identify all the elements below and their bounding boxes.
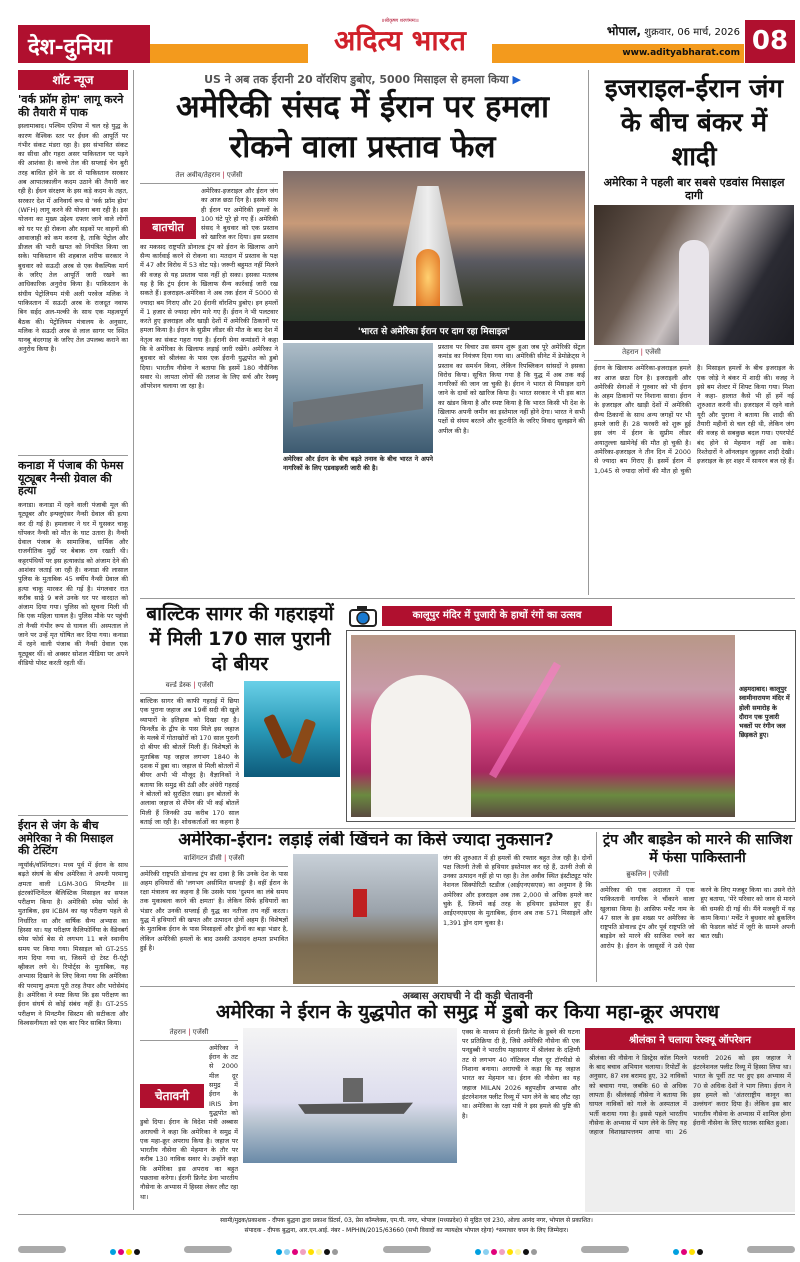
plot-headline[interactable]: ट्रंप और बाइडेन को मारने की साजिश में फंसा पाकिस्तानी — [603, 832, 792, 866]
weapons-photo — [293, 854, 438, 984]
warship-byline: तेहरान | एजेंसी — [140, 1028, 238, 1041]
warship-story — [140, 988, 795, 1212]
plot-body: अमेरिका की एक अदालत में एक पाकिस्तानी नागरिक ने चौंकाने वाला खुलासा किया है। आसिफ मर्चेंट नाम के 47 साल के इस शख्स पर अमेरिका के राष्ट्रपति डोनाल्ड ट्रंप और पूर्व राष्ट्रपति जो बाइडेन को मारने की साजिश रचने का आरोप है। ईरान के जासूसों ने उसे ऐसा करने के लिए मजबूर किया था। उसने रोते हुए बताया, 'मेरे परिवार को जान से मारने की धमकी दी गई थी। मैंने मजबूरी में यह काम किया।' मर्चेंट ने बुधवार को ब्रुकलिन की फेडरल कोर्ट में जूरी के सामने अपनी बात रखी। — [600, 886, 795, 950]
warship-body: अमेरिका ने ईरान के तट से 2000 मील दूर समुद्र में ईरान के IRIS डेना युद्धपोत को डुबो दिया। ईरान के विदेश मंत्री अब्बास अराघची ने कहा कि अमेरिका ने समुद्र में एक महा-क्रूर अपराध किया है। जहाज पर भारतीय नौसेना की मेहमान के तौर पर करीब 130 नाविक सवार थे। उन्होंने कहा कि अमेरिका इस अपराध का बहुत पछतावा करेगा। ईरानी फ्रिगेट डेना भारतीय नौसेना के अभ्यास में हिस्सा लेकर लौट रहा था। — [140, 1043, 238, 1201]
short-news-title[interactable]: ईरान से जंग के बीच अमेरिका ने की मिसाइल की टेस्टिंग — [18, 819, 114, 858]
lead-story — [140, 72, 585, 596]
photo-feature-frame — [346, 630, 796, 822]
column-divider — [133, 70, 134, 1210]
war-cost-byline: वाशिंगटन डीसी | एजेंसी — [140, 854, 288, 867]
carrier-photo — [283, 343, 433, 453]
beer-bottles-photo — [244, 681, 340, 777]
srilanka-header: श्रीलंका ने चलाया रेस्क्यू ऑपरेशन — [585, 1028, 795, 1050]
logo-tagline: ॥श्रीकृष्ण शरणंममः॥ — [381, 18, 419, 24]
baltic-right-column — [244, 681, 340, 826]
warship-columns — [140, 1028, 795, 1212]
baltic-left-column — [140, 681, 239, 826]
lead-body: अमेरिका-इजराइल और ईरान जंग का आज छठा दिन है। इसके साथ ही ईरान पर अमेरिकी हमलों के 100 घंटे पूरे हो गए हैं। अमेरिकी संसद ने बुधवार को एक प्रस्ताव को खारिज कर दिया। इस प्रस्ताव का मकसद राष्ट्रपति डोनाल्ड ट्रंप को ईरान के खिलाफ आगे सैन्य कार्रवाई करने से रोकना था। मतदान में प्रस्ताव के पक्ष में 47 और विरोध में 53 वोट पड़े। जरूरी बहुमत नहीं मिलने की वजह से यह प्रस्ताव पास नहीं हो सका। इसका मतलब यह है कि ट्रंप ईरान के खिलाफ सैन्य कार्रवाई जारी रख सकते हैं। इजराइल-अमेरिका ने अब तक ईरान में 5000 से ज्यादा बम गिराए और 20 ईरानी वॉरशिप डुबोए। इन हमलों में 1 हजार से ज्यादा लोग मारे गए हैं। ईरान ने भी पलटवार करते हुए इजराइल और खाड़ी देशों में अमेरिकी ठिकानों पर हमला किया है। ईरान के सुप्रीम लीडर की मौत के बाद देश में नेतृत्व का संकट गहरा गया है। ईरानी सेना कमांडरों ने कहा कि वे अमेरिका के खिलाफ लड़ाई जारी रखेंगे। अमेरिका ने बुधवार को श्रीलंका के पास एक ईरानी युद्धपोत को डुबो दिया। भारतीय नौसेना ने बताया कि इसमें 180 नौसैनिक सवार थे। लापता लोगों की तलाश के लिए सर्च और रेस्क्यू ऑपरेशन चलाया जा रहा है। — [140, 187, 278, 391]
war-cost-story — [140, 831, 592, 984]
logo — [308, 18, 492, 66]
dateline — [560, 22, 740, 39]
registration-marks — [18, 1240, 795, 1259]
arrow-right-icon: ▶ — [512, 73, 521, 86]
short-news-title[interactable]: 'वर्क फ्रॉम होम' लागू करने की तैयारी में पाक — [18, 93, 124, 119]
lead-lower-row — [283, 343, 585, 596]
imprint-line-1: स्वामी/मुद्रक/प्रकाशक - दीपक बुद्धना द्वारा प्रकाश प्रिंटर्स, 03, प्रेस कॉम्प्लेक्स, एम.पी. नगर, भोपाल (मध्यप्रदेश) से मुद्रित एवं 230, ओल्ड आनंद नगर, भोपाल से प्रकाशित। — [220, 1217, 593, 1224]
wedding-subhead: अमेरिका ने पहली बार सबसे एडवांस मिसाइल दागी — [603, 176, 785, 202]
short-news-title[interactable]: कनाडा में पंजाब की फेमस यूट्यूबर नैन्सी ग्रेवाल की हत्या — [18, 459, 124, 498]
warship-headline[interactable]: अमेरिका ने ईरान के युद्धपोत को समुद्र में डुबो कर किया महा-क्रूर अपराध — [215, 1001, 720, 1023]
short-news-header: शॉट न्यूज — [18, 70, 128, 90]
section-divider — [140, 986, 795, 987]
lead-right-column — [283, 171, 585, 596]
logo-text: अदित्य भारत — [334, 24, 466, 57]
lead-columns — [140, 171, 585, 596]
war-cost-body: अमेरिकी राष्ट्रपति डोनाल्ड ट्रंप का दावा है कि उनके देश के पास अहम हथियारों की 'लगभग असीमित सप्लाई' है। वहीं ईरान के रक्षा मंत्रालय का कहना है कि उसके पास 'दुश्मन का लंबे समय तक मुकाबला करने की क्षमता' है। लेकिन सिर्फ हथियारों का भंडार और उनकी सप्लाई ही युद्ध का नतीजा तय नहीं करता। युद्ध में हथियारों की खपत और उत्पादन दोनों अहम हैं। विशेषज्ञों के मुताबिक ईरान के पास मिसाइलों और ड्रोनों का बड़ा भंडार है, लेकिन अमेरिकी हमलों के बाद उसकी उत्पादन क्षमता प्रभावित हुई है। — [140, 869, 288, 952]
website[interactable]: www.adityabharat.com — [622, 48, 740, 58]
short-news-column — [18, 70, 128, 1210]
section-divider — [140, 598, 795, 599]
holi-caption: अहमदाबाद। कालूपुर स्वामीनारायण मंदिर में होली समारोह के दौरान एक पुजारी भक्तों पर रंगीन जल छिड़कते हुए। — [739, 685, 790, 740]
war-cost-headline[interactable]: अमेरिका-ईरान: लड़ाई लंबी खिंचने का किसे ज्यादा नुकसान? — [178, 831, 554, 850]
footer-divider — [18, 1214, 795, 1215]
plot-story — [600, 831, 795, 984]
short-news-item — [18, 456, 128, 816]
lead-photo-caption: 'भारत से अमेरिका ईरान पर दाग रहा मिसाइल' — [283, 321, 585, 340]
badge-baatcheet: बातचीत — [140, 217, 196, 239]
war-cost-columns — [140, 854, 592, 984]
baltic-body: बाल्टिक सागर की काफी गहराई में छिपा एक पुराना जहाज अब 19वीं सदी की खुले व्यापारों के इतिहास को दिखा रहा है। फिनलैंड के द्वीप के पास मिले इस जहाज के मलबे में गोताखोरों को 170 साल पुरानी दो बीयर की बोतलें मिली हैं। विशेषज्ञों के मुताबिक यह जहाज लगभग 1840 के दशक में डूबा था। जहाज से मिली बोतलों में बीयर अभी भी मौजूद है। वैज्ञानिकों ने बताया कि समुद्र की ठंडी और अंधेरी गहराई ने बोतलों को सुरक्षित रखा। इन बोतलों के अलावा जहाज से शैंपेन की भी कई बोतलें मिली हैं जिनकी उम्र करीब 170 साल बताई जा रही है। शोधकर्ताओं का कहना है — [140, 697, 239, 826]
wedding-headline[interactable]: इजराइल-ईरान जंग के बीच बंकर में शादी — [604, 74, 784, 172]
section-divider — [140, 828, 795, 829]
lead-photo — [283, 171, 585, 321]
page-number: 08 — [745, 20, 795, 63]
lead-headline[interactable]: अमेरिकी संसद में ईरान पर हमला रोकने वाला प्रस्ताव फेल — [175, 89, 550, 165]
short-news-body: इस्लामाबाद। पश्चिम एशिया में चल रहे युद्ध के कारण वैश्विक स्तर पर ईंधन की आपूर्ति पर गंभीर संकट मंडरा रहा है। इस संभावित संकट का सीधा और गहरा असर पाकिस्तान पर पड़ने की आशंका है। कच्चे तेल की सप्लाई चेन बुरी तरह बाधित होने के डर से पाकिस्तान सरकार अब आपातकालीन कदम उठाने की तैयारी कर रही है। ईंधन संरक्षण के इस कड़े कदम के तहत, सरकार देश में अनिवार्य रूप से 'वर्क फ्रॉम होम' (WFH) लागू करने की योजना बना रही है। इस योजना का मुख्य उद्देश्य दफ्तर जाने वाले लोगों को घर पर ही रोकना और सड़कों पर वाहनों की आवाजाही को कम करना है, ताकि पेट्रोल और डीजल की भारी खपत को नियंत्रित किया जा सके। पाकिस्तान की शहबाज शरीफ सरकार ने बुधवार को सऊदी अरब से एक वैकल्पिक मार्ग के जरिए तेल आपूर्ति जारी रखने का आधिकारिक अनुरोध किया है। पाकिस्तान के संघीय पेट्रोलियम मंत्री अली परवेज मलिक ने पाकिस्तान में सऊदी अरब के राजदूत नवाफ बिन सईद अल-मल्की के साथ एक महत्वपूर्ण बैठक की। पेट्रोलियम मंत्रालय के अनुसार, मलिक ने सऊदी अरब से लाल सागर पर स्थित यानबू बंदरगाह के जरिए तेल उपलब्ध कराने का अनुरोध किया है। — [18, 122, 128, 354]
lead-kicker — [140, 72, 585, 87]
section-label: देश-दुनिया — [18, 25, 150, 63]
baltic-headline[interactable]: बाल्टिक सागर की गहराइयों में मिली 170 साल पुरानी दो बीयर — [146, 603, 334, 675]
badge-chetavani: चेतावनी — [140, 1084, 204, 1108]
warship-kicker: अब्बास अराघची ने दी कड़ी चेतावनी — [402, 991, 533, 1002]
plot-byline: ब्रुकलिन | एजेंसी — [600, 870, 695, 883]
wedding-story — [594, 72, 794, 594]
warship-body-continued: एक्स के माध्यम से ईरानी फ्रिगेट के डूबने की घटना पर प्रतिक्रिया दी है, जिसे अमेरिकी नौसेना की एक पनडुब्बी ने भारतीय महासागर में श्रीलंका के दक्षिणी तट से लगभग 40 नॉटिकल मील दूर टॉरपीडो से निशाना बनाया। अराघची ने कहा कि यह जहाज भारत का मेहमान था। ईरान की नौसेना का यह जहाज MILAN 2026 बहुपक्षीय अभ्यास और इंटरनेशनल फ्लीट रिव्यू में भाग लेने के बाद लौट रहा था। अमेरिका के रक्षा मंत्री ने इस हमले की पुष्टि की है। — [462, 1027, 580, 1120]
baltic-byline: वर्ल्ड डेस्क | एजेंसी — [140, 681, 239, 694]
lead-byline: तेल अवीव/तेहरान | एजेंसी — [140, 171, 278, 184]
war-cost-body-continued: जंग की शुरुआत में ही हमलों की रफ्तार बहुत तेज रही है। दोनों पक्ष जितनी तेजी से हथियार इस्तेमाल कर रहे हैं, उतनी तेजी से उनका उत्पादन नहीं हो पा रहा है। तेल अवीव स्थित इंस्टीट्यूट फॉर नेशनल सिक्योरिटी स्टडीज (आईएनएसएस) का अनुमान है कि अमेरिका और इजराइल अब तक 2,000 से अधिक हमले कर चुके हैं, जिनमें कई तरह के हथियार इस्तेमाल हुए हैं। आईएनएसएस के मुताबिक, ईरान अब तक 571 मिसाइलें और 1,391 ड्रोन दाग चुका है। — [443, 853, 592, 927]
date: शुक्रवार, 06 मार्च, 2026 — [644, 27, 740, 38]
wedding-photo — [594, 205, 794, 345]
short-news-item — [18, 90, 128, 456]
camera-icon — [348, 605, 378, 627]
column-divider — [596, 832, 597, 982]
war-cost-left-column — [140, 854, 288, 984]
short-news-body: कनाडा। कनाडा में रहने वाली पंजाबी मूल की यूट्यूबर और इन्फ्लुएंसर नैन्सी ग्रेवाल की हत्या कर दी गई है। हमलावर ने घर में घुसकर चाकू घोंपकर नैन्सी को मौत के घाट उतारा है। नैन्सी ग्रेवाल पंजाब के सामाजिक, धार्मिक और राजनीतिक मुद्दों पर बेबाक राय रखती थी। कट्टरपंथियों पर इस हत्याकांड को अंजाम देने की आशंका जताई जा रही है। कनाडा की लासाल पुलिस के मुताबिक 45 वर्षीय नैन्सी ग्रेवाल की हत्या चाकू मारकर की गई है। मंगलवार रात करीब साढ़े 9 बजे उनके घर पर वारदात को अंजाम दिया गया। पुलिस को सूचना मिली थी कि एक महिला घायल है। पुलिस मौके पर पहुंची तो नैन्सी गंभीर रूप से घायल थीं। अस्पताल ले जाने पर उन्हें मृत घोषित कर दिया गया। कनाडा में रहने वाली पंजाब की नैन्सी ग्रेवाल एक यूट्यूबर थीं। वो अक्सर सोशल मीडिया पर अपने वीडियो पोस्ट करती रहती थीं। — [18, 500, 128, 667]
city: भोपाल, — [606, 24, 642, 38]
imprint-line-2: संपादक - दीपक बुद्धना, आर.एन.आई. नंबर - MPHIN/2015/63660 (सभी विवादों का न्यायक्षेत्र भोपाल रहेगा) *समाचार चयन के लिए जिम्मेदार। — [244, 1227, 569, 1234]
short-news-item — [18, 816, 128, 1210]
srilanka-body: श्रीलंका की नौसेना ने डिस्ट्रेस कॉल मिलने के बाद बचाव अभियान चलाया। रिपोर्टों के अनुसार, 87 शव बरामद हुए, 32 नाविकों को बचाया गया, जबकि 60 से अधिक लापता हैं। श्रीलंकाई नौसेना ने बताया कि घायल नाविकों को गाले के अस्पताल में भर्ती कराया गया है। इससे पहले भारतीय नौसेना के अभ्यास में भाग लेने के लिए यह जहाज विशाखापत्तनम आया था। 26 फरवरी 2026 को इस जहाज ने इंटरनेशनल फ्लीट रिव्यू में हिस्सा लिया था। भारत के पूर्वी तट पर हुए इस अभ्यास में 70 से अधिक देशों ने भाग लिया। ईरान ने इस हमले को 'अंतरराष्ट्रीय कानून का उल्लंघन' करार दिया है। लेकिन इस बार भारतीय नौसेना के अभ्यास में शामिल होना ईरानी नौसेना के लिए घातक साबित हुआ। — [589, 1053, 791, 1137]
kicker-text: US ने अब तक ईरानी 20 वॉरशिप डुबोए, 5000 मिसाइल से हमला किया — [204, 73, 509, 86]
holi-photo — [351, 635, 735, 817]
warship-photo — [243, 1028, 457, 1163]
lead-body-continued: प्रस्ताव पर विचार उस समय शुरू हुआ जब पूरे अमेरिकी सेंट्रल कमांड का नियंत्रण दिया गया था। अमेरिकी सीनेट में डेमोक्रेट्स ने प्रस्ताव का समर्थन किया, लेकिन रिपब्लिकन सांसदों ने इसका विरोध किया। सूचित किया गया है कि युद्ध में अब तक कई नागरिकों की जान जा चुकी है। ईरान ने भारत से मिसाइल दागे जाने के दावों को खारिज किया है। भारत सरकार ने भी इस बात का खंडन किया है और स्पष्ट किया है कि भारत किसी भी देश के खिलाफ अपनी जमीन का इस्तेमाल नहीं होने देगा। भारत ने सभी पक्षों से संयम बरतने और कूटनीति के जरिए विवाद सुलझाने की अपील की है। — [438, 343, 585, 435]
photo-feature-header: कालूपुर मंदिर में पुजारी के हाथों रंगों का उत्सव — [382, 606, 612, 626]
masthead-bar-left — [150, 44, 308, 63]
wedding-body: ईरान के खिलाफ अमेरिका-इजराइल हमले का आज छठा दिन है। इजराइली और अमेरिकी सेनाओं ने गुरुवार को भी ईरान के अहम ठिकानों पर निशाना साधा। ईरान के इजराइल और खाड़ी देशों में अमेरिकी सैन्य ठिकानों के साथ अन्य जगहों पर भी हमले जारी हैं। 28 फरवरी को शुरू हुई इस जंग में ईरान के सुप्रीम लीडर अयातुल्ला खामेनेई की मौत हो चुकी है। अमेरिका-इजराइल ने तीन दिन में 2000 से ज्यादा बम गिराए हैं। इसमें ईरान में 1,045 से ज्यादा लोगों की मौत हो चुकी है। मिसाइल हमलों के बीच इजराइल के एक जोड़े ने बंकर में शादी की। वजह ने इसे बम शेल्टर में शिफ्ट किया गया। मिशा ने कहा- हालात कैसे भी हों हमें नई शुरुआत करनी थी। इजराइल में रहने वाले यूरी और पुराना ने बताया कि शादी की तैयारी महीनों से चल रही थी, लेकिन जंग की वजह से सबकुछ बदल गया। एयरपोर्ट बंद होने से मेहमान नहीं आ सके। रिश्तेदारों ने ऑनलाइन जुड़कर शादी देखी। इजराइल के हर शहर में सायरन बज रहे हैं। — [594, 364, 794, 475]
warship-body-wrap — [140, 1044, 238, 1212]
wedding-byline: तेहरान | एजेंसी — [594, 348, 689, 361]
column-divider — [588, 70, 589, 595]
carrier-caption: अमेरिका और ईरान के बीच बढ़ते तनाव के बीच भारत ने अपने नागरिकों के लिए एडवाइजरी जारी की है। — [283, 455, 433, 473]
baltic-body-continued — [244, 777, 340, 826]
baltic-story — [140, 602, 340, 826]
short-news-body: न्यूयॉर्क/वॉशिंगटन। मध्य पूर्व में ईरान के साथ बढ़ते संघर्ष के बीच अमेरिका ने अपनी परमाणु क्षमता वाली LGM-30G मिनटमैन III इंटरकॉन्टिनेंटल बैलिस्टिक मिसाइल का सफल परीक्षण किया है। अमेरिकी स्पेस फोर्स के मुताबिक, इस ICBM का यह परीक्षण पहले से निर्धारित था और वार्षिक सैन्य अभ्यास का हिस्सा था। यह परीक्षण कैलिफोर्निया के वैंडेनबर्ग स्पेस फोर्स बेस से लगभग 11 बजे स्थानीय समय पर किया गया। मिसाइल को GT-255 नाम दिया गया था, जिसमें दो टेस्ट री-एंट्री व्हीकल लगे थे। रिपोर्ट्स के मुताबिक, यह अभ्यास दिखाने के लिए किया गया कि अमेरिका की परमाणु क्षमता पूरी तरह तैयार और भरोसेमंद है। अमेरिका ने स्पष्ट किया कि इस परीक्षण का ईरान संघर्ष से कोई संबंध नहीं है। GT-255 परीक्षण ने मिनटमैन सिस्टम की सटीकता और विश्वसनीयता को एक बार फिर साबित किया। — [18, 860, 128, 1027]
lead-left-column — [140, 171, 278, 596]
carrier-block — [283, 343, 433, 596]
warship-left-column — [140, 1028, 238, 1212]
baltic-columns — [140, 681, 340, 826]
lead-body-wrap — [140, 187, 278, 596]
srilanka-box — [585, 1028, 795, 1212]
